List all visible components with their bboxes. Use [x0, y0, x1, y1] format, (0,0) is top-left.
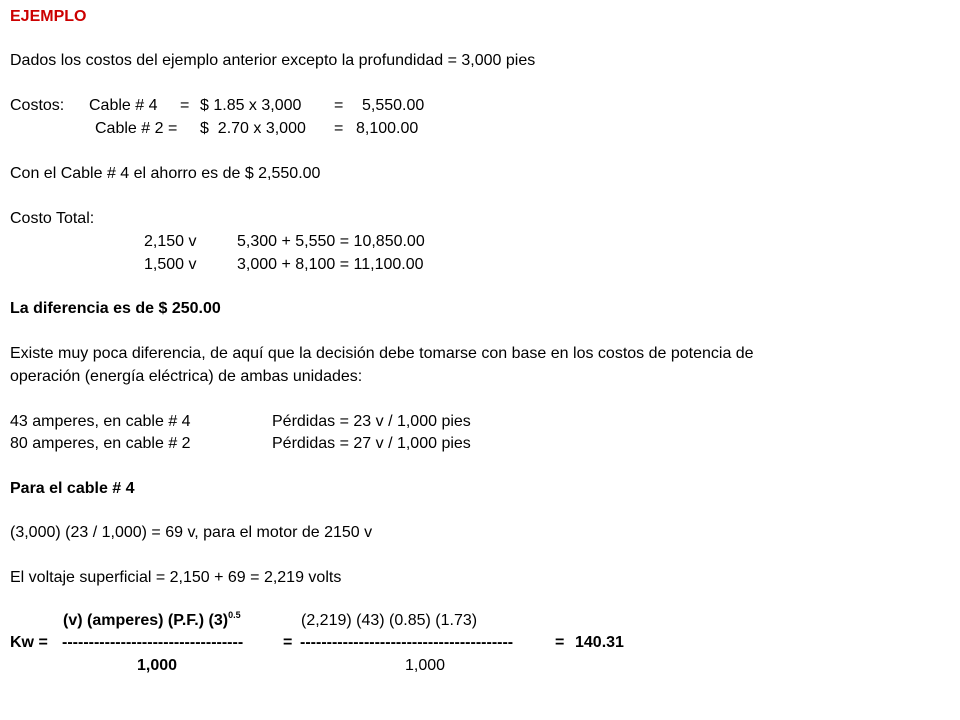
kw-label: Kw =: [10, 634, 48, 651]
cable4-eq: =: [180, 97, 190, 114]
total-row-calc: 5,300 + 5,550 = 10,850.00: [237, 233, 425, 250]
paragraph-line-1: Existe muy poca diferencia, de aquí que la decisión debe tomarse con base en los costos de potencia de: [10, 345, 754, 362]
loss-row-loss: Pérdidas = 27 v / 1,000 pies: [272, 435, 471, 452]
total-label: Costo Total:: [10, 210, 95, 227]
kw-formula-numerator: [63, 611, 241, 631]
kw-result: 140.31: [575, 634, 624, 651]
cable2-result: 8,100.00: [356, 120, 419, 137]
total-row-volt: 2,150 v: [144, 233, 197, 250]
kw-eq-1: =: [283, 634, 293, 651]
intro-text: Dados los costos del ejemplo anterior excepto la profundidad = 3,000 pies: [10, 52, 536, 69]
heading: EJEMPLO: [10, 8, 87, 25]
savings-text: Con el Cable # 4 el ahorro es de $ 2,550.00: [10, 165, 321, 182]
cable2-eq2: =: [334, 120, 344, 137]
paragraph-line-2: operación (energía eléctrica) de ambas unidades:: [10, 368, 363, 385]
cable4-heading: Para el cable # 4: [10, 480, 135, 497]
cable2-name: Cable # 2 =: [95, 120, 178, 137]
total-row-volt: 1,500 v: [144, 256, 197, 273]
kw-fraction-bar-1: ----------------------------------: [62, 634, 244, 651]
kw-eq-2: =: [555, 634, 565, 651]
kw-denominator-1: 1,000: [137, 657, 178, 674]
loss-row-loss: Pérdidas = 23 v / 1,000 pies: [272, 413, 471, 430]
drop-calc: (3,000) (23 / 1,000) = 69 v, para el motor de 2150 v: [10, 524, 373, 541]
kw-formula-text: (v) (amperes) (P.F.) (3): [63, 612, 229, 629]
kw-denominator-2: 1,000: [405, 657, 446, 674]
cable4-formula: $ 1.85 x 3,000: [200, 97, 302, 114]
cable2-formula: $ 2.70 x 3,000: [200, 120, 306, 137]
surface-voltage: El voltaje superficial = 2,150 + 69 = 2,219 volts: [10, 569, 342, 586]
kw-formula-exponent: 0.5: [228, 610, 241, 620]
cable4-eq2: =: [334, 97, 344, 114]
costs-label: Costos:: [10, 97, 65, 114]
loss-row-amps: 80 amperes, en cable # 2: [10, 435, 191, 452]
difference-text: La diferencia es de $ 250.00: [10, 300, 221, 317]
kw-fraction-bar-2: ----------------------------------------: [300, 634, 514, 651]
loss-row-amps: 43 amperes, en cable # 4: [10, 413, 191, 430]
kw-values-numerator: (2,219) (43) (0.85) (1.73): [301, 612, 478, 629]
total-row-calc: 3,000 + 8,100 = 11,100.00: [237, 256, 424, 273]
cable4-result: 5,550.00: [362, 97, 425, 114]
cable4-name: Cable # 4: [89, 97, 158, 114]
